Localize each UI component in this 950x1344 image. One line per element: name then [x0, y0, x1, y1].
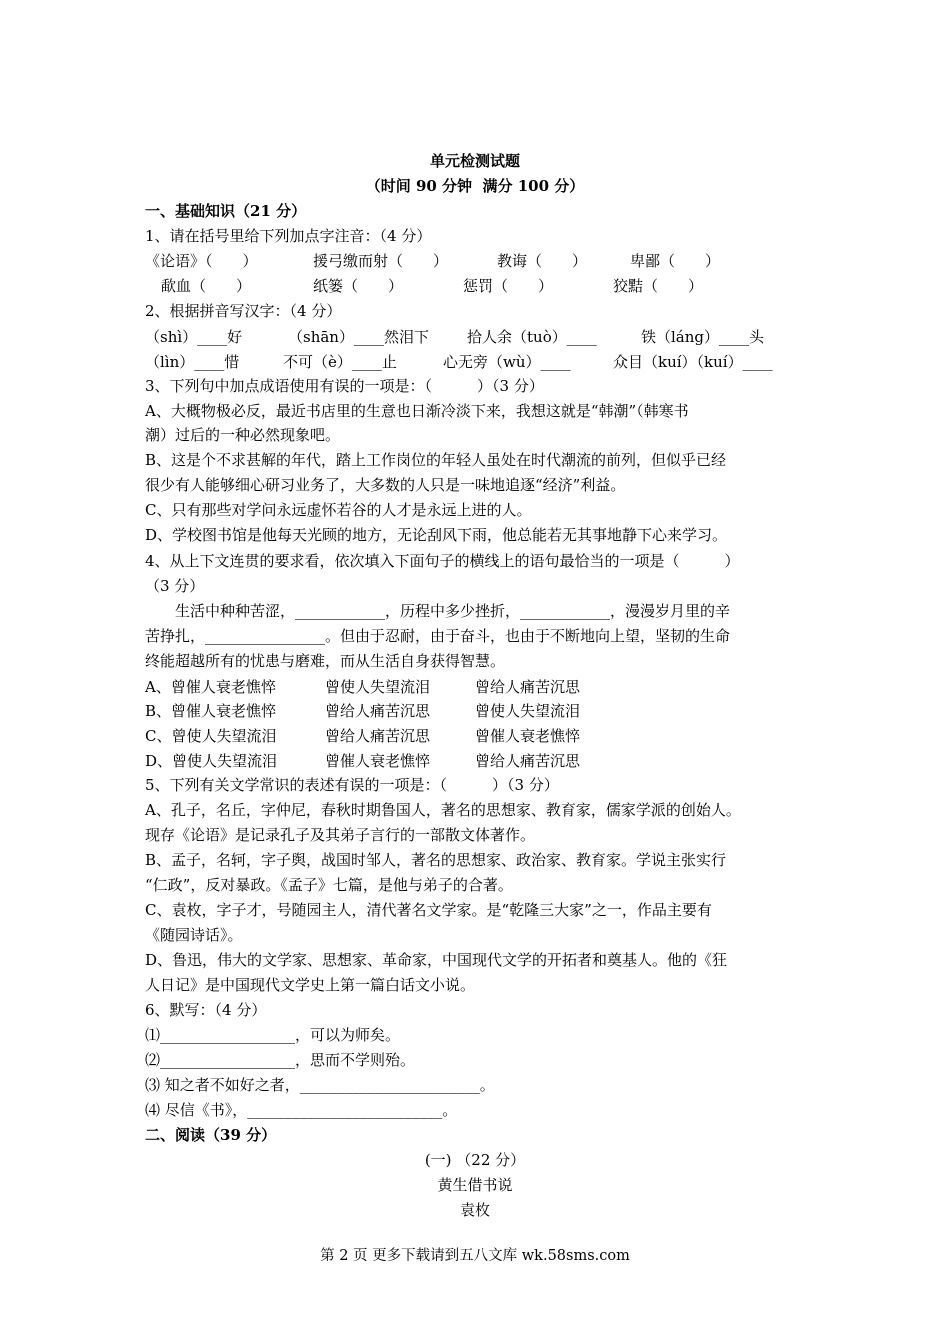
q4-option-d: 曾催人衰老憔悴: [325, 752, 431, 770]
q5-text-line: C、袁枚，字子才，号随园主人，清代著名文学家。是“乾隆三大家”之一，作品主要有: [145, 901, 712, 919]
question-6-stem: 6、默写：（4 分）: [145, 1001, 267, 1019]
q1-item: 歃血（ ）: [161, 277, 252, 295]
q3-text-line: A、大概物极必反，最近书店里的生意也日渐冷淡下来，我想这就是“韩潮”（韩寒书: [145, 402, 689, 420]
q1-item: 《论语》（ ）: [145, 252, 258, 270]
page-subtitle: （时间 90 分钟 满分 100 分）: [365, 177, 585, 195]
q4-passage-line: 终能超越所有的忧患与磨难，而从生活自身获得智慧。: [145, 652, 506, 670]
q4-option-c: 曾给人痛苦沉思: [325, 727, 431, 745]
q4-option-b: 曾使人失望流泪: [475, 702, 581, 720]
q2-item: 众目（kuí）（kuí）____: [613, 353, 773, 371]
q1-item: 惩罚（ ）: [463, 277, 554, 295]
q4-passage-line: 生活中种种苦涩，____________，历程中多少挫折，____________，漫漫岁月里的辛: [145, 602, 731, 620]
q5-text-line: 人日记》是中国现代文学史上第一篇白话文小说。: [145, 976, 476, 994]
q3-text-line: C、只有那些对学问永远虚怀若谷的人才是永远上进的人。: [145, 501, 532, 519]
reading-author: 袁枚: [459, 1201, 490, 1219]
reading-title: 黄生借书说: [437, 1176, 513, 1194]
q4-option-c: 曾催人衰老憔悴: [475, 727, 581, 745]
q2-item: 铁（láng）____头: [641, 328, 765, 346]
q1-item: 教诲（ ）: [497, 252, 588, 270]
section-heading-reading: 二、阅读（39 分）: [145, 1126, 277, 1144]
q4-option-a: 曾使人失望流泪: [325, 678, 431, 696]
question-5-stem: 5、下列有关文学常识的表述有误的一项是：（ ）（3 分）: [145, 776, 559, 794]
section-heading-basics: 一、基础知识（21 分）: [145, 202, 307, 220]
q6-dictation-line: ⑴__________________，可以为师矣。: [145, 1026, 401, 1044]
q4-option-b: B、曾催人衰老憔悴: [145, 702, 277, 720]
question-4-stem: 4、从上下文连贯的要求看，依次填入下面句子的横线上的语句最恰当的一项是（ ）: [145, 552, 740, 570]
q5-text-line: “仁政”，反对暴政。《孟子》七篇，是他与弟子的合著。: [145, 876, 513, 894]
q6-dictation-line: ⑶ 知之者不如好之者，________________________。: [145, 1076, 495, 1094]
q6-dictation-line: ⑵__________________，思而不学则殆。: [145, 1051, 416, 1069]
q2-item: （shì）____好: [145, 328, 243, 346]
q2-item: （shān）____然泪下: [288, 328, 429, 346]
q4-option-d: D、曾使人失望流泪: [145, 752, 278, 770]
q5-text-line: D、鲁迅，伟大的文学家、思想家、革命家，中国现代文学的开拓者和奠基人。他的《狂: [145, 951, 728, 969]
q4-passage-line: 苦挣扎，________________。但由于忍耐，由于奋斗，也由于不断地向上望，坚韧的生命: [145, 627, 731, 645]
q4-option-a: A、曾催人衰老憔悴: [145, 678, 276, 696]
reading-section-label: (一) （22 分）: [424, 1151, 526, 1169]
q2-item: 心无旁（wù）____: [443, 353, 571, 371]
q5-text-line: 《随园诗话》。: [145, 926, 243, 944]
q1-item: 卑鄙（ ）: [630, 252, 721, 270]
q5-text-line: A、孔子，名丘，字仲尼，春秋时期鲁国人，著名的思想家、教育家，儒家学派的创始人。: [145, 801, 741, 819]
q3-text-line: D、学校图书馆是他每天光顾的地方，无论刮风下雨，他总能若无其事地静下心来学习。: [145, 526, 728, 544]
page-title: 单元检测试题: [429, 152, 520, 170]
q5-text-line: B、孟子，名轲，字子舆，战国时邹人，著名的思想家、政治家、教育家。学说主张实行: [145, 851, 727, 869]
q5-text-line: 现存《论语》是记录孔子及其弟子言行的一部散文体著作。: [145, 826, 536, 844]
q3-text-line: 潮）过后的一种必然现象吧。: [145, 426, 341, 444]
q4-option-c: C、曾使人失望流泪: [145, 727, 277, 745]
q2-item: 不可（è）____止: [283, 353, 397, 371]
q1-item: 援弓缴而射（ ）: [313, 252, 449, 270]
page-footer: 第 2 页 更多下载请到五八文库 wk.58sms.com: [320, 1248, 630, 1264]
question-1-stem: 1、请在括号里给下列加点字注音：（4 分）: [145, 227, 432, 245]
q4-option-b: 曾给人痛苦沉思: [325, 702, 431, 720]
q3-text-line: 很少有人能够细心研习业务了，大多数的人只是一味地追逐“经济”利益。: [145, 476, 626, 494]
q4-option-a: 曾给人痛苦沉思: [475, 678, 581, 696]
q1-item: 狡黠（ ）: [613, 277, 704, 295]
question-3-stem: 3、下列句中加点成语使用有误的一项是：（ ）（3 分）: [145, 377, 544, 395]
question-2-stem: 2、根据拼音写汉字：（4 分）: [145, 302, 342, 320]
q4-option-d: 曾给人痛苦沉思: [475, 752, 581, 770]
q6-dictation-line: ⑷ 尽信《书》，__________________________。: [145, 1101, 458, 1119]
q2-item: （lìn）____惜: [145, 353, 240, 371]
question-4-stem-cont: （3 分）: [145, 577, 205, 595]
q3-text-line: B、这是个不求甚解的年代，踏上工作岗位的年轻人虽处在时代潮流的前列，但似乎已经: [145, 451, 727, 469]
q1-item: 纸篓（ ）: [313, 277, 404, 295]
q2-item: 拾人余（tuò）____: [467, 328, 597, 346]
